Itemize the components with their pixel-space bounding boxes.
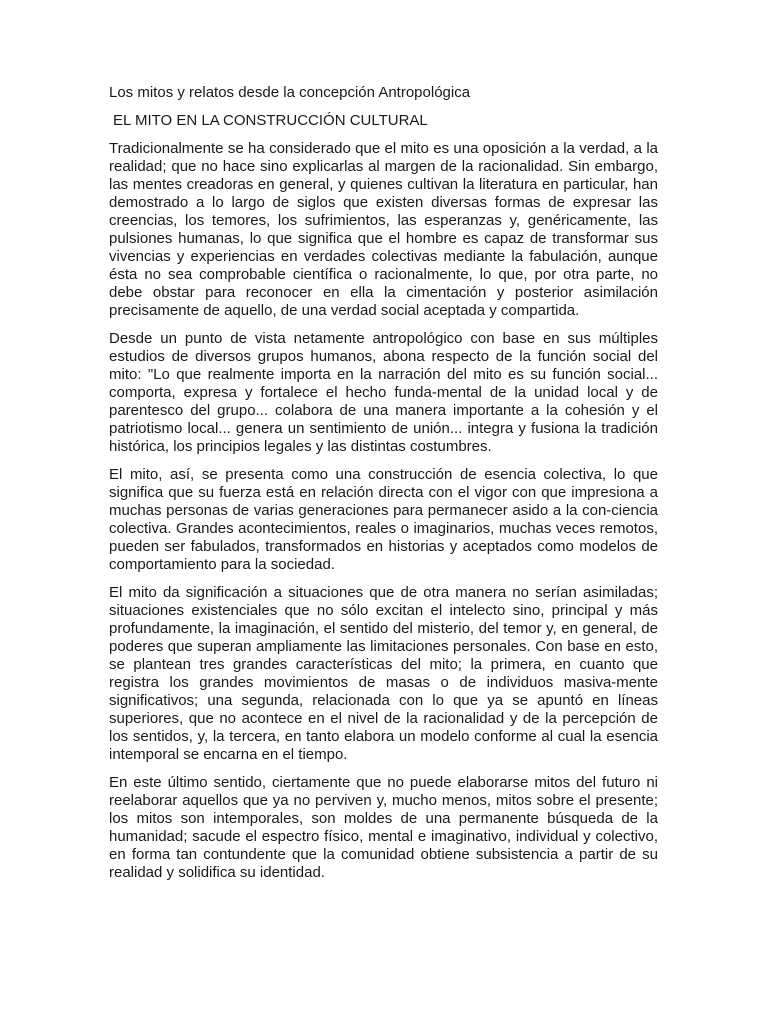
section-heading: EL MITO EN LA CONSTRUCCIÓN CULTURAL (113, 112, 428, 129)
paragraph-5: En este último sentido, ciertamente que no puede elaborarse mitos del futuro ni reelaborar aquellos que ya no perviven y, mucho menos, mitos sobre el presente; los mitos son intemporales, son moldes de una permanente búsqueda de la humanidad; sacude el espectro físico, mental e imaginativo, individual y colectivo, en forma tan contundente que la comunidad obtiene subsistencia a partir de su realidad y solidifica su identidad. (109, 774, 658, 881)
paragraph-2: Desde un punto de vista netamente antropológico con base en sus múltiples estudios de diversos grupos humanos, abona respecto de la función social del mito: "Lo que realmente importa en la narración del mito es su función social... comporta, expresa y fortalece el hecho funda-mental de la unidad local y de parentesco del grupo... colabora de una manera importante a la cohesión y el patriotismo local... genera un sentimiento de unión... integra y fusiona la tradición histórica, los principios legales y las distintas costumbres. (109, 330, 658, 455)
paragraph-4: El mito da significación a situaciones que de otra manera no serían asimiladas; situaciones existenciales que no sólo excitan el intelecto sino, principal y más profundamente, la imaginación, el sentido del misterio, del temor y, en general, de poderes que superan ampliamente las limitaciones personales. Con base en esto, se plantean tres grandes características del mito; la primera, en cuanto que registra los grandes movimientos de masas o de individuos masiva-mente significativos; una segunda, relacionada con lo que ya se apuntó en líneas superiores, que no acontece en el nivel de la racionalidad y de la percepción de los sentidos, y, la tercera, en tanto elabora un modelo conforme al cual la esencia intemporal se encarna en el tiempo. (109, 584, 658, 763)
document-page (109, 84, 658, 892)
paragraph-3: El mito, así, se presenta como una construcción de esencia colectiva, lo que significa que su fuerza está en relación directa con el vigor con que impresiona a muchas personas de varias generaciones para permanecer asido a la con-ciencia colectiva. Grandes acontecimientos, reales o imaginarios, muchas veces remotos, pueden ser fabulados, transformados en historias y aceptados como modelos de comportamiento para la sociedad. (109, 466, 658, 573)
document-title: Los mitos y relatos desde la concepción Antropológica (109, 84, 471, 101)
paragraph-1: Tradicionalmente se ha considerado que el mito es una oposición a la verdad, a la realidad; que no hace sino explicarlas al margen de la racionalidad. Sin embargo, las mentes creadoras en general, y quienes cultivan la literatura en particular, han demostrado a lo largo de siglos que existen diversas formas de expresar las creencias, los temores, los sufrimientos, las esperanzas y, genéricamente, las pulsiones humanas, lo que significa que el hombre es capaz de transformar sus vivencias y experiencias en verdades colectivas mediante la fabulación, aunque ésta no sea comprobable científica o racionalmente, lo que, por otra parte, no debe obstar para reconocer en ella la cimentación y posterior asimilación precisamente de aquello, de una verdad social aceptada y compartida. (109, 140, 658, 319)
